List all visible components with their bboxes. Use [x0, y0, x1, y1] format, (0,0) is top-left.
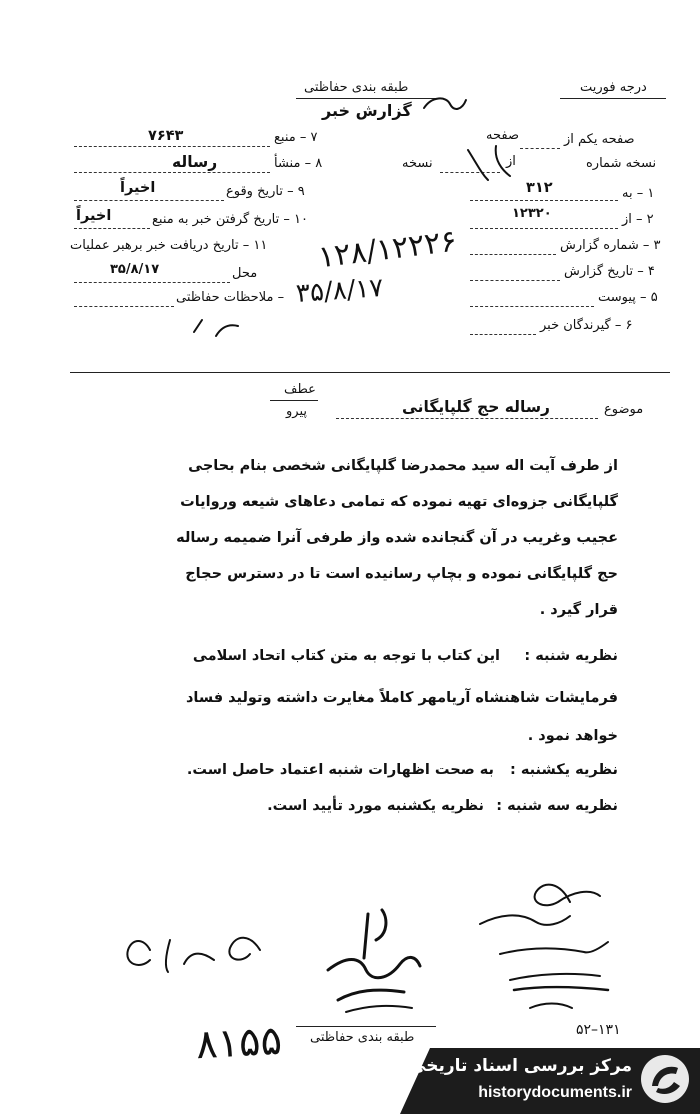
classification-top: طبقه بندی حفاظتی [304, 80, 409, 95]
page-of-label: صفحه یکم از [564, 132, 635, 147]
handwritten-report-date: ۳۵/۸/۱۷ [295, 272, 385, 310]
field-2-value: ۱۲۳۲۰ [512, 206, 552, 221]
copy-number-label: نسخه شماره [586, 156, 657, 171]
bottom-classification-rule [296, 1026, 436, 1027]
reference-rule [270, 400, 318, 401]
field-9-label: ۹ – تاریخ وقوع [226, 184, 305, 199]
body-line-2: گلپایگانی جزوه‌ای تهیه نموده که تمامی دعاهای شیعه وروایات [180, 494, 618, 510]
location-dots [74, 282, 230, 283]
field-7-value: ۷۶۴۳ [148, 128, 184, 144]
field-11-value: ۳۵/۸/۱۷ [110, 262, 160, 277]
field-4-dots [470, 280, 560, 281]
field-8-dots [74, 172, 270, 173]
location-label: محل [232, 266, 258, 281]
field-10-value: اخیراً [76, 208, 112, 224]
field-2-dots [470, 228, 618, 229]
page-label: صفحه [486, 128, 519, 143]
handwritten-signature-left [110, 920, 280, 990]
handwritten-signature-center [316, 900, 436, 1030]
remarks-label: – ملاحظات حفاظتی [176, 290, 285, 305]
title-scribble [420, 92, 470, 120]
remarks-dots [74, 306, 174, 307]
field-10-dots [74, 228, 150, 229]
handwritten-signature-right [440, 862, 630, 1032]
field-1-value: ۳۱۲ [526, 180, 553, 196]
field-9-value: اخیراً [120, 180, 156, 196]
opinion-saturday-line-3: خواهد نمود . [527, 728, 618, 744]
opinion-tuesday-text: نظریه یکشنبه مورد تأیید است. [267, 798, 484, 814]
document-title: گزارش خبر [322, 101, 412, 120]
urgency-rule [560, 98, 666, 99]
opinion-saturday-line-1: این کتاب با توجه به متن کتاب اتحاد اسلامی [192, 648, 500, 664]
classification-bottom: طبقه بندی حفاظتی [310, 1030, 415, 1045]
field-7-dots [74, 146, 270, 147]
archive-logo-icon [638, 1052, 692, 1106]
handwritten-tick-remarks [186, 306, 246, 346]
field-9-dots [74, 200, 224, 201]
archive-footer [400, 1048, 700, 1114]
subject-value: رساله حج گلپایگانی [402, 398, 550, 416]
body-line-5: قرار گیرد . [539, 602, 618, 618]
field-11-label: ۱۱ – تاریخ دریافت خبر برهبر عملیات [70, 238, 268, 253]
copy-of-label: از [506, 154, 516, 169]
follow-label: پیرو [286, 404, 307, 419]
handwritten-report-number: ۱۲۸/۱۲۲۲۶ [316, 223, 459, 276]
opinion-tuesday-label: نظریه سه شنبه : [496, 798, 618, 814]
field-1-label: ۱ – به [622, 186, 655, 201]
field-8-label: ۸ – منشأ [274, 156, 323, 171]
archive-name: مرکز بررسی اسناد تاریخی [409, 1056, 632, 1076]
header-divider [70, 372, 670, 373]
field-5-label: ۵ – پیوست [598, 290, 658, 305]
copy-label: نسخه [402, 156, 433, 171]
field-7-label: ۷ – منبع [274, 130, 318, 145]
opinion-saturday-label: نظریه شنبه : [524, 648, 618, 664]
opinion-sunday-text: به صحت اظهارات شنبه اعتماد حاصل است. [186, 762, 494, 778]
document-code: ۵۲–۱۳۱ [576, 1022, 621, 1038]
handwritten-mark-copy [458, 140, 528, 190]
field-3-label: ۳ – شماره گزارش [560, 238, 661, 253]
field-8-value: رساله [172, 153, 218, 171]
field-10-label: ۱۰ – تاریخ گرفتن خبر به منبع [152, 212, 308, 227]
field-4-label: ۴ – تاریخ گزارش [564, 264, 655, 279]
urgency-label: درجه فوریت [580, 80, 647, 95]
field-1-dots [470, 200, 618, 201]
field-2-label: ۲ – از [622, 212, 654, 227]
field-6-label: ۶ – گیرندگان خبر [540, 318, 633, 333]
body-line-3: عجیب وغریب در آن گنجانده شده واز طرفی آنرا ضمیمه رساله [176, 530, 618, 546]
opinion-saturday-line-2: فرمایشات شاهنشاه آریامهر کاملاً مغایرت داشته وتولید فساد [185, 690, 618, 706]
reference-label: عطف [284, 382, 316, 397]
field-3-dots [470, 254, 556, 255]
field-6-dots [470, 334, 536, 335]
body-line-4: حج گلپایگانی نموده و بچاپ رسانیده است تا در دسترس حجاج [185, 566, 618, 582]
field-5-dots [470, 306, 594, 307]
archive-url: historydocuments.ir [478, 1084, 632, 1101]
subject-label: موضوع [604, 402, 644, 417]
subject-dots [336, 418, 598, 419]
body-line-1: از طرف آیت اله سید محمدرضا گلپایگانی شخصی بنام بحاجی [188, 458, 618, 474]
opinion-sunday-label: نظریه یکشنبه : [510, 762, 618, 778]
handwritten-number: ۸۱۵۵ [194, 1017, 284, 1069]
